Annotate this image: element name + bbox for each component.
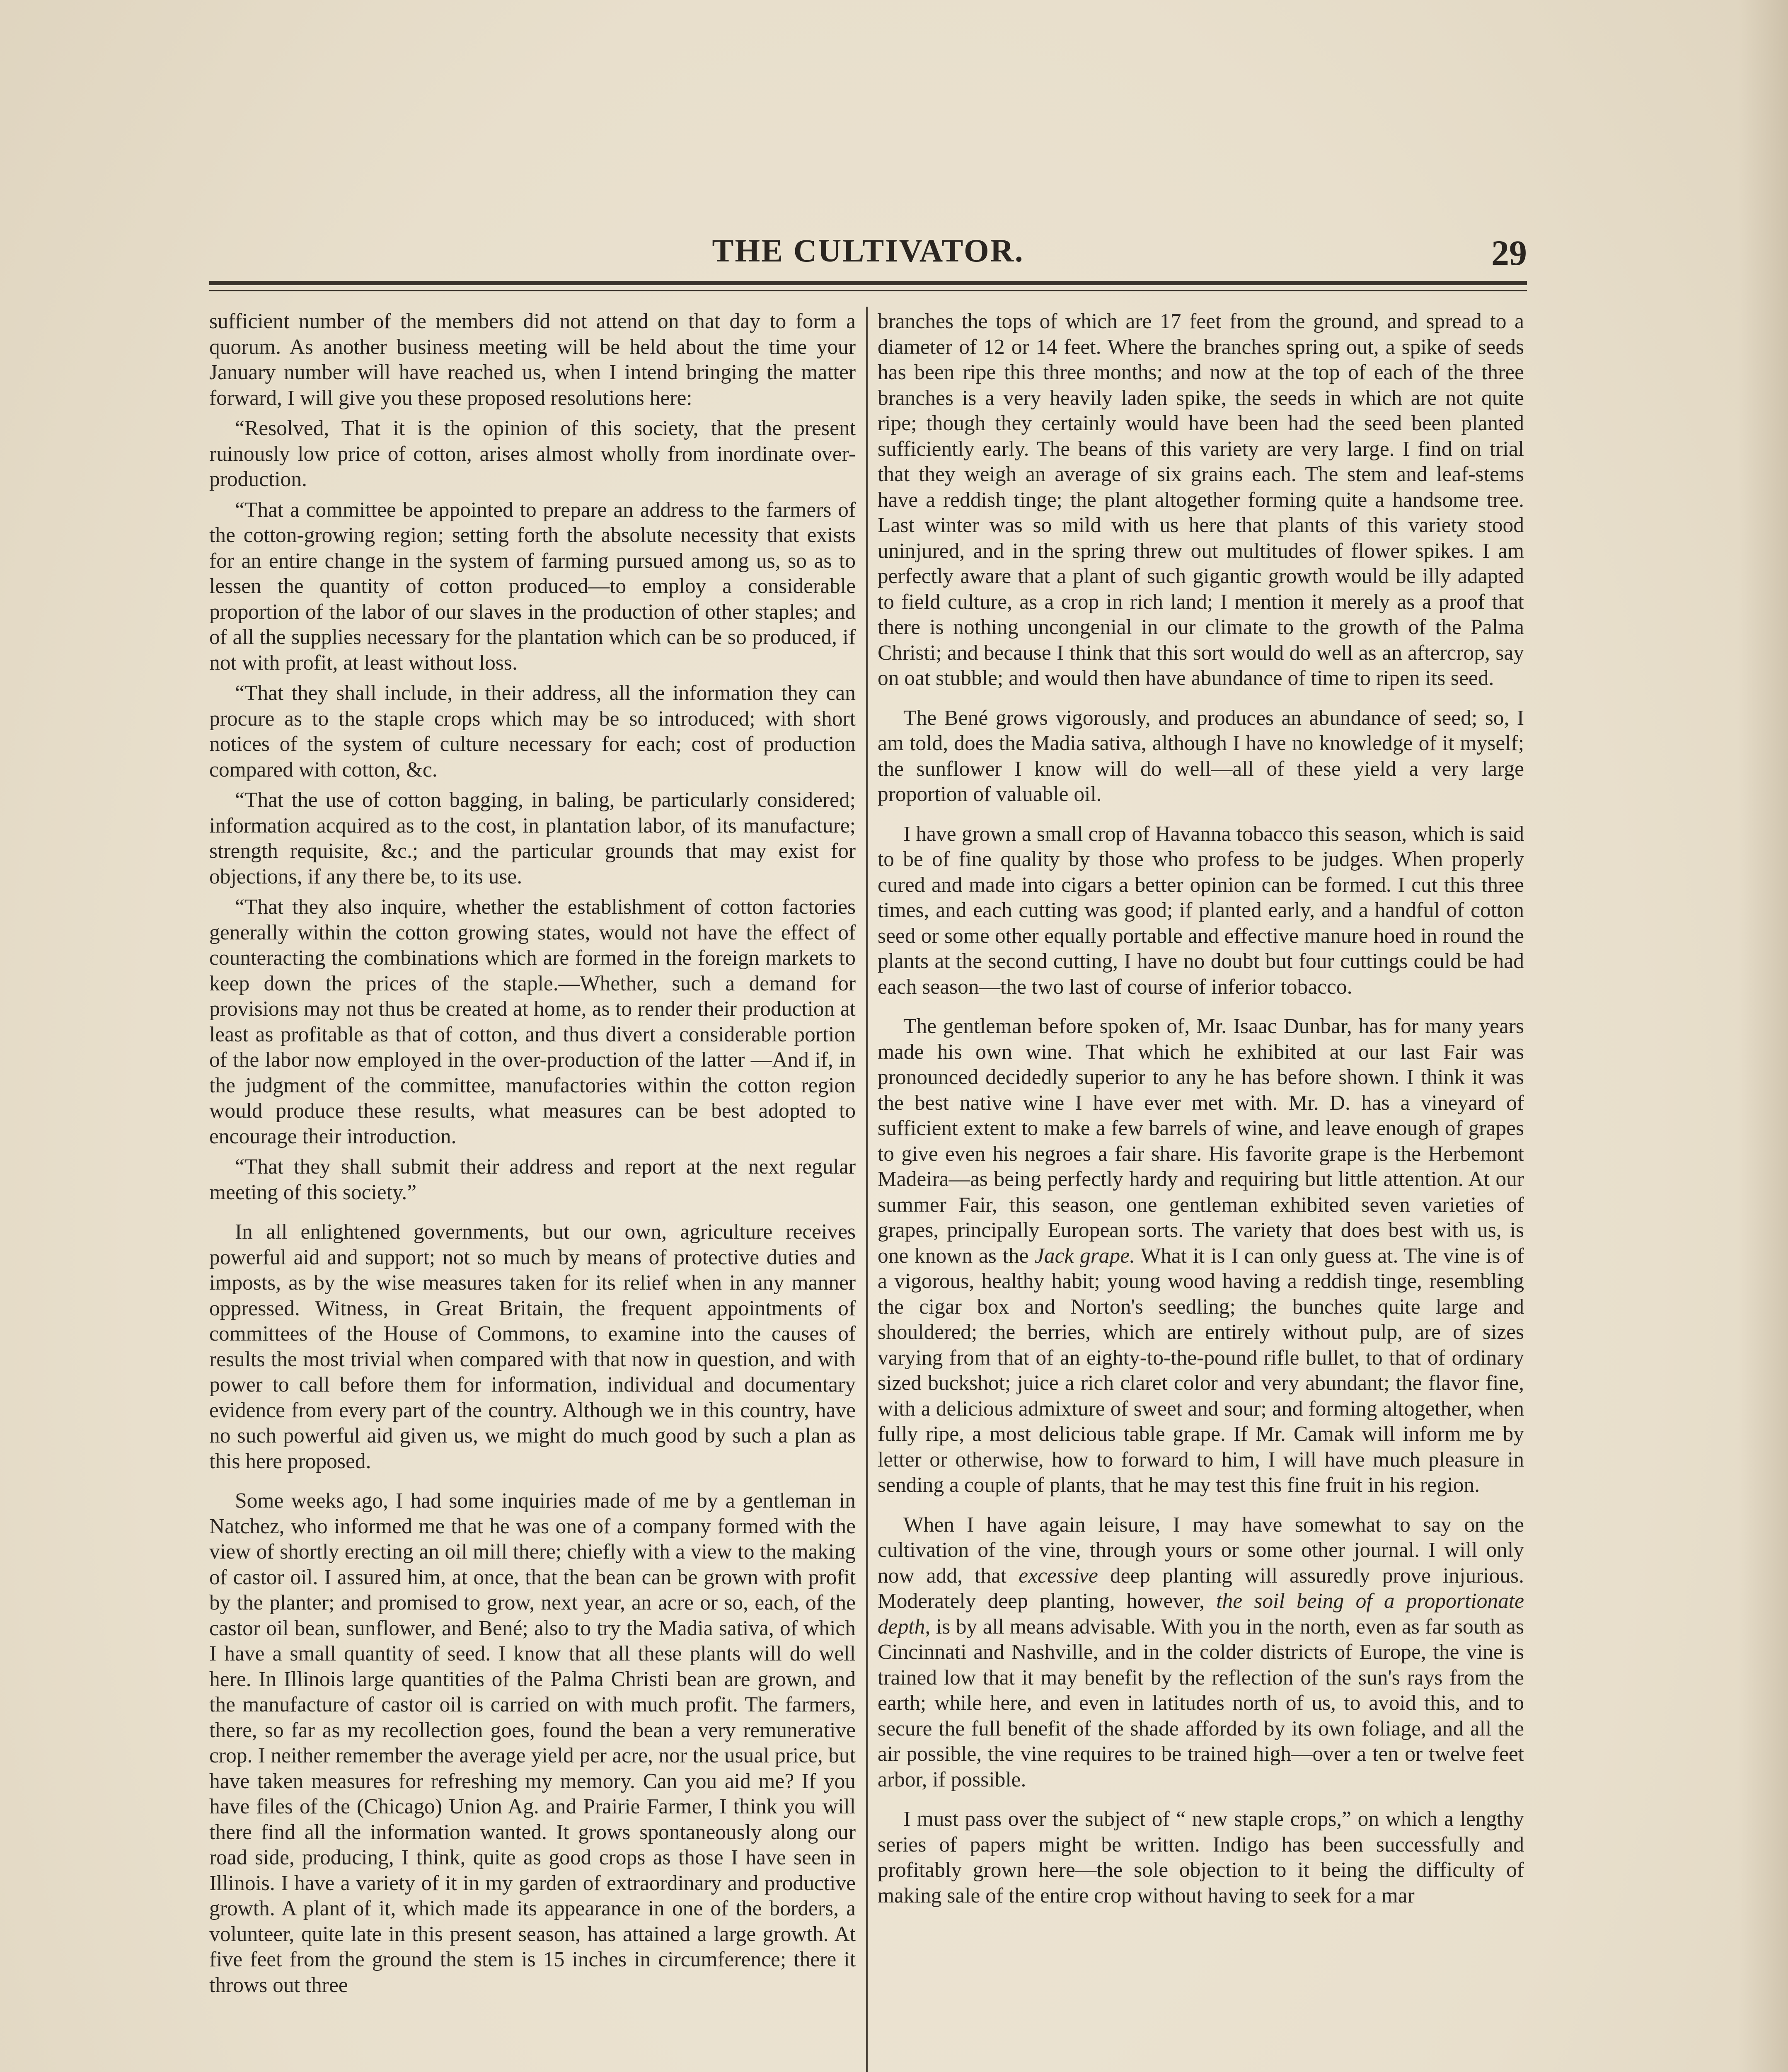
header-rule-thin	[209, 290, 1527, 291]
text-run: is by all means advisable. With you in the north, even as far south as Cincinnati and Nashville, and in the colder districts of Europe, the vine is trained low that it may benefit by the reflection of the sun's rays from the earth; while here, and even in latitudes north of us, to avoid this, and to secure the full benefit of the shade afforded by its own foliage, and all the air possible, the vine requires to be trained high—over a ten or twelve feet arbor, if possible.	[878, 1615, 1524, 1791]
page-number: 29	[1491, 233, 1527, 273]
page-edge-shading	[1738, 0, 1788, 2072]
paragraph: Some weeks ago, I had some inquiries made of me by a gentleman in Natchez, who informed me that he was one of a company formed with the view of shortly erecting an oil mill there; chiefly with a view to the making of castor oil. I assured him, at once, that the bean can be grown with profit by the planter; and promised to grow, next year, an acre or so, each, of the castor oil bean, sunflower, and Bené; also to try the Madia sativa, of which I have a small quantity of seed. I know that all these plants will do well here. In Illinois large quantities of the Palma Christi bean are grown, and the manufacture of castor oil is carried on with much profit. The farmers, there, so far as my recollection goes, found the bean a very remunerative crop. I neither remember the average yield per acre, nor the usual price, but have taken measures for refreshing my memory. Can you aid me? If you have files of the (Chicago) Union Ag. and Prairie Farmer, I think you will there find all the information wanted. It grows spontaneously along our road side, producing, I think, quite as good crops as those I have seen in Illinois. I have a variety of it in my garden of extraordinary and productive growth. A plant of it, which made its appearance in one of the borders, a volunteer, quite late in this present season, has attained a large growth. At five feet from the ground the stem is 15 inches in circumference; there it throws out three	[209, 1489, 856, 1997]
paragraph: “That they shall submit their address and report at the next regular meeting of this society.”	[209, 1155, 856, 1204]
italic-text: excessive	[1019, 1564, 1098, 1588]
paragraph: sufficient number of the members did not attend on that day to form a quorum. As another business meeting will be held about the time your January number will have reached us, when I intend bringing the matter forward, I will give you these proposed resolutions here:	[209, 310, 856, 410]
text-run: When I have again leisure, I may have somewhat to say on the cultivation of the vine, through yours or some other journal. I will only now add, that	[878, 1513, 1524, 1588]
header-rule-thick	[209, 281, 1527, 285]
column-divider	[866, 307, 868, 2072]
paragraph: “Resolved, That it is the opinion of this society, that the present ruinously low price of cotton, arises almost wholly from inordinate over-production.	[209, 416, 856, 491]
paragraph: “That they also inquire, whether the establishment of cotton factories generally within the cotton growing states, would not have the effect of counteracting the combinations which are formed in the foreign markets to keep down the prices of the staple.—Whether, such a demand for provisions may not thus be created at home, as to render their production at least as profitable as that of cotton, and thus divert a considerable portion of the labor now employed in the over-production of the latter —And if, in the judgment of the committee, manufactories within the cotton region would produce these results, what measures can be best adopted to encourage their introduction.	[209, 895, 856, 1148]
paragraph: “That a committee be appointed to prepare an address to the farmers of the cotton-growing region; setting forth the absolute necessity that exists for an entire change in the system of farming pursued among us, so as to lessen the quantity of cotton produced—to employ a considerable proportion of the labor of our slaves in the production of other staples; and of all the supplies necessary for the plantation which can be so produced, if not with profit, at least without loss.	[209, 498, 856, 675]
text-run: What it is I can only guess at. The vine is of a vigorous, healthy habit; young wood having a reddish tinge, resembling the cigar box and Norton's seedling; the bunches quite large and shouldered; the berries, which are entirely without pulp, are of sizes varying from that of an eighty-to-the-pound rifle bullet, to that of ordinary sized buckshot; juice a rich claret color and very abundant; the flavor fine, with a delicious admixture of sweet and sour; and forming altogether, when fully ripe, a most delicious table grape. If Mr. Camak will inform me by letter or otherwise, how to forward to him, I will have much pleasure in sending a couple of plants, that he may test this fine fruit in his region.	[878, 1244, 1524, 1497]
running-title: THE CULTIVATOR.	[712, 232, 1024, 269]
paragraph: “That they shall include, in their address, all the information they can procure as to the staple crops which may be so introduced; with short notices of the system of culture necessary for each; cost of production compared with cotton, &c.	[209, 681, 856, 782]
italic-text: the soil being of a proportionate depth,	[878, 1589, 1524, 1639]
paragraph: I have grown a small crop of Havanna tobacco this season, which is said to be of fine quality by those who profess to be judges. When properly cured and made into cigars a better opinion can be formed. I cut this three times, and each cutting was good; if planted early, and a handful of cotton seed or some other equally portable and effective manure hoed in round the plants at the second cutting, I have no doubt but four cuttings could be had each season—the two last of course of inferior tobacco.	[878, 822, 1524, 999]
paragraph	[878, 1512, 1524, 1793]
left-column	[209, 309, 856, 2072]
paragraph: In all enlightened governments, but our own, agriculture receives powerful aid and support; not so much by means of protective duties and imposts, as by the wise measures taken for its relief when in any manner oppressed. Witness, in Great Britain, the frequent appointments of committees of the House of Commons, to examine into the causes of results the most trivial when compared with that now in question, and with power to call before them for information, individual and documentary evidence from every part of the country. Although we in this country, have no such powerful aid given us, we might do much good by such a plan as this here proposed.	[209, 1220, 856, 1473]
page-header	[209, 232, 1527, 282]
paragraph	[878, 1014, 1524, 1498]
paragraph: branches the tops of which are 17 feet from the ground, and spread to a diameter of 12 or 14 feet. Where the branches spring out, a spike of seeds has been ripe this three months; and now at the top of each of the three branches is a very heavily laden spike, the seeds in which are not quite ripe; though they certainly would have been had the seed been planted sufficiently early. The beans of this variety are very large. I find on trial that they weigh an average of six grains each. The stem and leaf-stems have a reddish tinge; the plant altogether forming quite a handsome tree. Last winter was so mild with us here that plants of this variety stood uninjured, and in the spring threw out multitudes of flower spikes. I am perfectly aware that a plant of such gigantic growth would be illy adapted to field culture, as a crop in rich land; I mention it merely as a proof that there is nothing uncongenial in our climate to the growth of the Palma Christi; and because I think that this sort would do well as an aftercrop, say on oat stubble; and would then have abundance of time to ripen its seed.	[878, 310, 1524, 690]
italic-text: Jack grape.	[1034, 1244, 1135, 1268]
text-run: The gentleman before spoken of, Mr. Isaac Dunbar, has for many years made his own wine. That which he exhibited at our last Fair was pronounced decidedly superior to any he has before shown. I think it was the best native wine I have ever met with. Mr. D. has a vineyard of sufficient extent to make a few barrels of wine, and leave enough of grapes to give even his negroes a fair share. His favorite grape is the Herbemont Madeira—as being perfectly hardy and requiring but little attention. At our summer Fair, this season, one gentleman exhibited seven varieties of grapes, principally European sorts. The variety that does best with us, is one known as the	[878, 1014, 1524, 1268]
paragraph: The Bené grows vigorously, and produces an abundance of seed; so, I am told, does the Madia sativa, although I have no knowledge of it myself; the sunflower I know will do well—all of these yield a very large proportion of valuable oil.	[878, 706, 1524, 806]
paragraph: I must pass over the subject of “ new staple crops,” on which a lengthy series of papers might be written. Indigo has been successfully and profitably grown here—the sole objection to it being the difficulty of making sale of the entire crop without having to seek for a mar	[878, 1807, 1524, 1907]
text-run: deep planting will assuredly prove injurious. Moderately deep planting, however,	[878, 1564, 1524, 1613]
right-column	[878, 309, 1524, 2072]
paragraph: “That the use of cotton bagging, in baling, be particularly considered; information acquired as to the cost, in plantation labor, of its manufacture; strength requisite, &c.; and the particular grounds that may exist for objections, if any there be, to its use.	[209, 788, 856, 888]
